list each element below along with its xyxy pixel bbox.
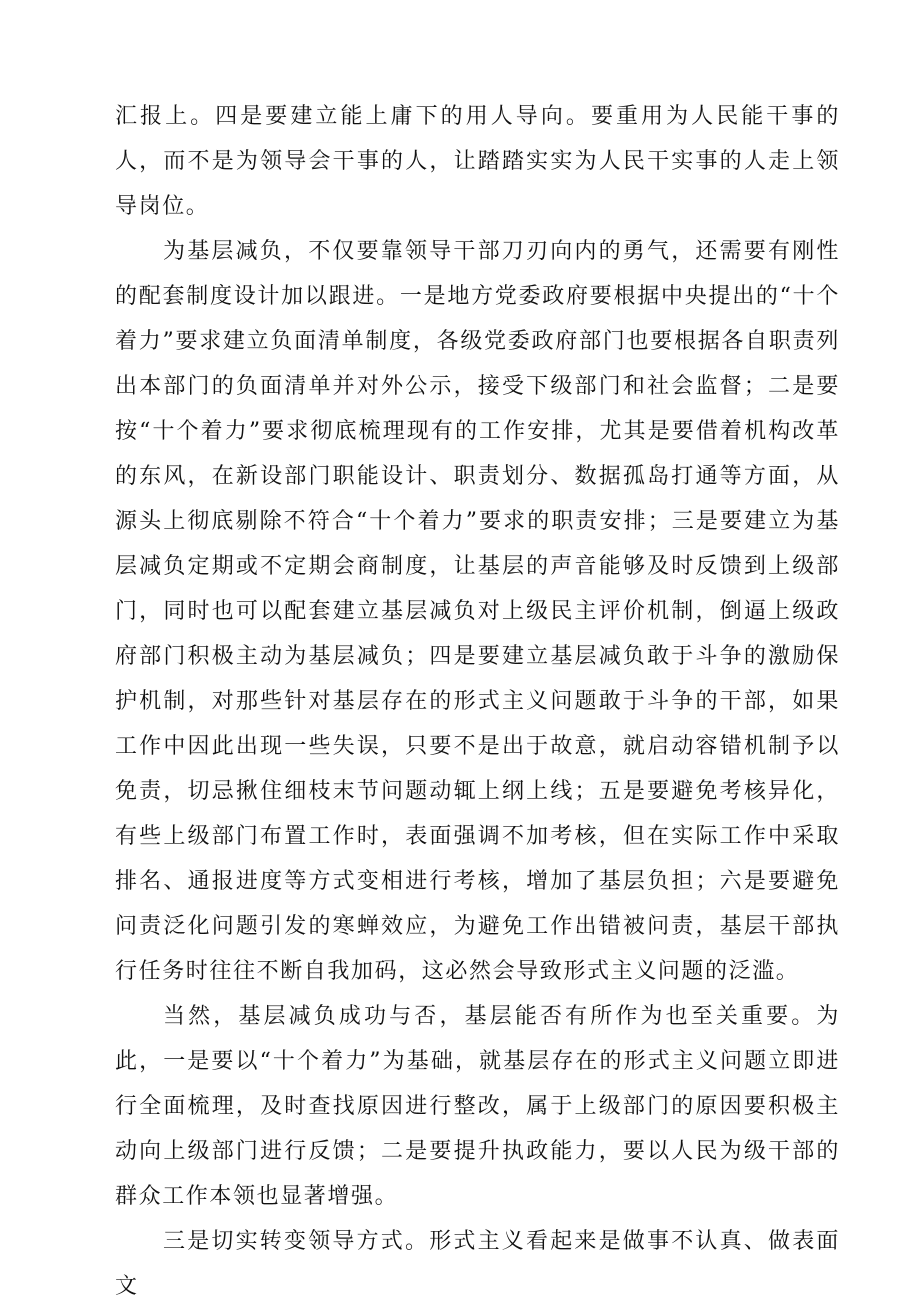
paragraph-2: 为基层减负，不仅要靠领导干部刀刃向内的勇气，还需要有刚性的配套制度设计加以跟进。一是地方党委政府要根据中央提出的“十个着力”要求建立负面清单制度，各级党委政府部门也要根据各自职责列出本部门的负面清单并对外公示，接受下级部门和社会监督；二是要按“十个着力”要求彻底梳理现有的工作安排，尤其是要借着机构改革的东风，在新设部门职能设计、职责划分、数据孤岛打通等方面，从源头上彻底剔除不符合“十个着力”要求的职责安排；三是要建立为基层减负定期或不定期会商制度，让基层的声音能够及时反馈到上级部门，同时也可以配套建立基层减负对上级民主评价机制，倒逼上级政府部门积极主动为基层减负；四是要建立基层减负敢于斗争的激励保护机制，对那些针对基层存在的形式主义问题敢于斗争的干部，如果工作中因此出现一些失误，只要不是出于故意，就启动容错机制予以免责，切忌揪住细枝末节问题动辄上纲上线；五是要避免考核异化，有些上级部门布置工作时，表面强调不加考核，但在实际工作中采取排名、通报进度等方式变相进行考核，增加了基层负担；六是要避免问责泛化问题引发的寒蝉效应，为避免工作出错被问责，基层干部执行任务时往往不断自我加码，这必然会导致形式主义问题的泛滥。 [115,239,840,984]
paragraph-3: 当然，基层减负成功与否，基层能否有所作为也至关重要。为此，一是要以“十个着力”为基础，就基层存在的形式主义问题立即进行全面梳理，及时查找原因进行整改，属于上级部门的原因要积极主动向上级部门进行反馈；二是要提升执政能力，要以人民为级干部的群众工作本领也显著增强。 [115,1004,840,1209]
document-body [115,94,840,1309]
paragraph-1: 汇报上。四是要建立能上庸下的用人导向。要重用为人民能干事的人，而不是为领导会干事的人，让踏踏实实为人民干实事的人走上领导岗位。 [115,104,840,219]
paragraph-4: 三是切实转变领导方式。形式主义看起来是做事不认真、做表面文 [115,1229,840,1299]
